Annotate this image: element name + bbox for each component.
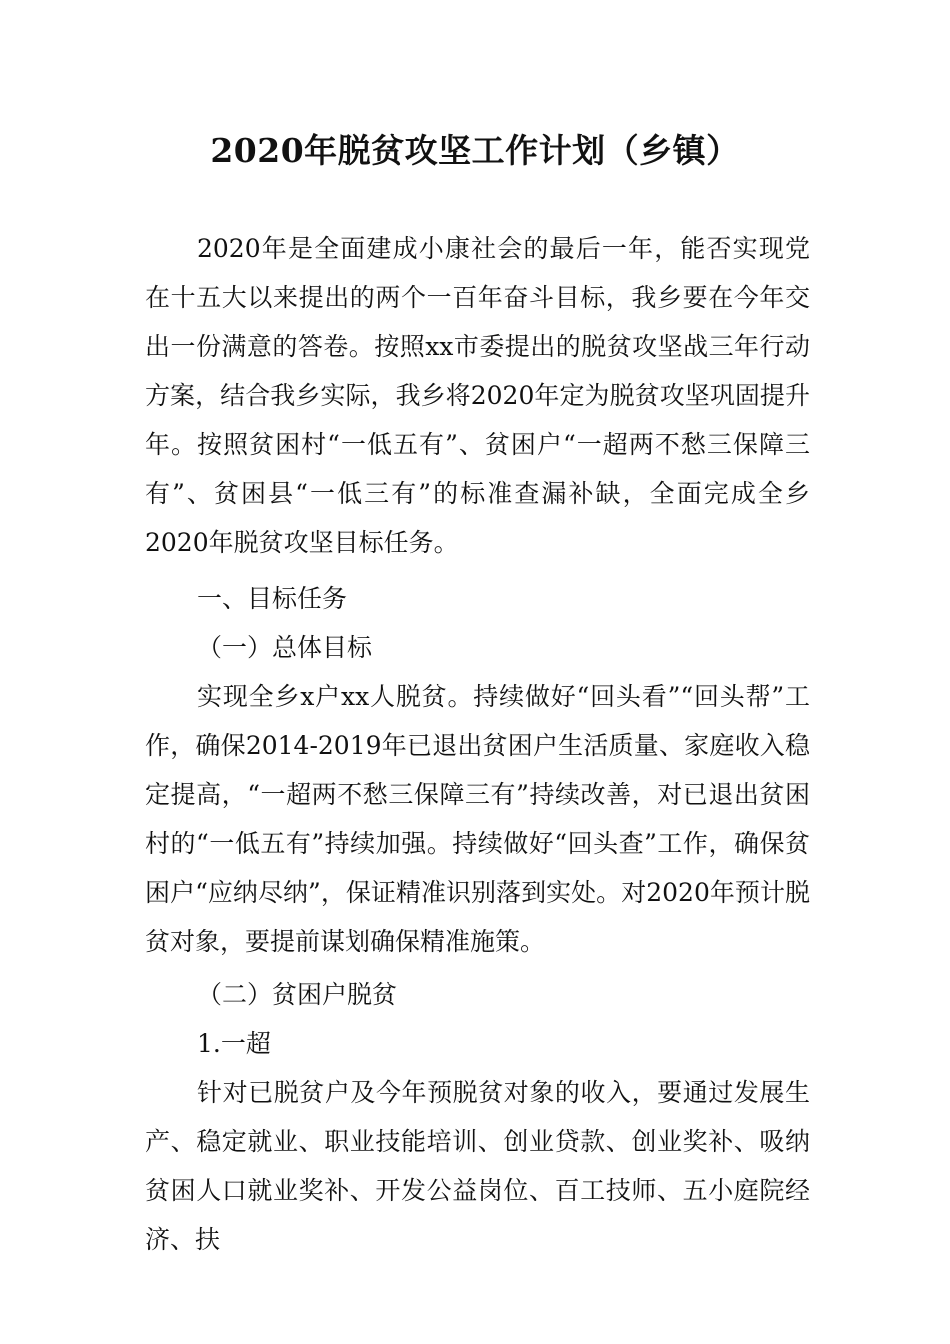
item-heading-one-exceed: 1.一超 (197, 1029, 271, 1058)
overall-goal-paragraph: 实现全乡x户xx人脱贫。持续做好“回头看”“回头帮”工作，确保2014-2019年已退出贫困户生活质量、家庭收入稳定提高，“一超两不愁三保障三有”持续改善，对已退出贫困村的“一低五有”持续加强。持续做好“回头查”工作，确保贫困户“应纳尽纳”，保证精准识别落到实处。对2020年预计脱贫对象，要提前谋划确保精准施策。 (145, 682, 810, 956)
section-heading-goals: 一、目标任务 (197, 584, 348, 613)
subsection-heading-overall-goal: （一）总体目标 (197, 633, 373, 662)
document-title: 2020年脱贫攻坚工作计划（乡镇） (210, 131, 740, 170)
one-exceed-paragraph: 针对已脱贫户及今年预脱贫对象的收入，要通过发展生产、稳定就业、职业技能培训、创业贷款、创业奖补、吸纳贫困人口就业奖补、开发公益岗位、百工技师、五小庭院经济、扶 (145, 1078, 810, 1254)
intro-paragraph: 2020年是全面建成小康社会的最后一年，能否实现党在十五大以来提出的两个一百年奋斗目标，我乡要在今年交出一份满意的答卷。按照xx市委提出的脱贫攻坚战三年行动方案，结合我乡实际，我乡将2020年定为脱贫攻坚巩固提升年。按照贫困村“一低五有”、贫困户“一超两不愁三保障三有”、贫困县“一低三有”的标准查漏补缺，全面完成全乡2020年脱贫攻坚目标任务。 (145, 234, 810, 557)
subsection-heading-household: （二）贫困户脱贫 (197, 980, 398, 1009)
